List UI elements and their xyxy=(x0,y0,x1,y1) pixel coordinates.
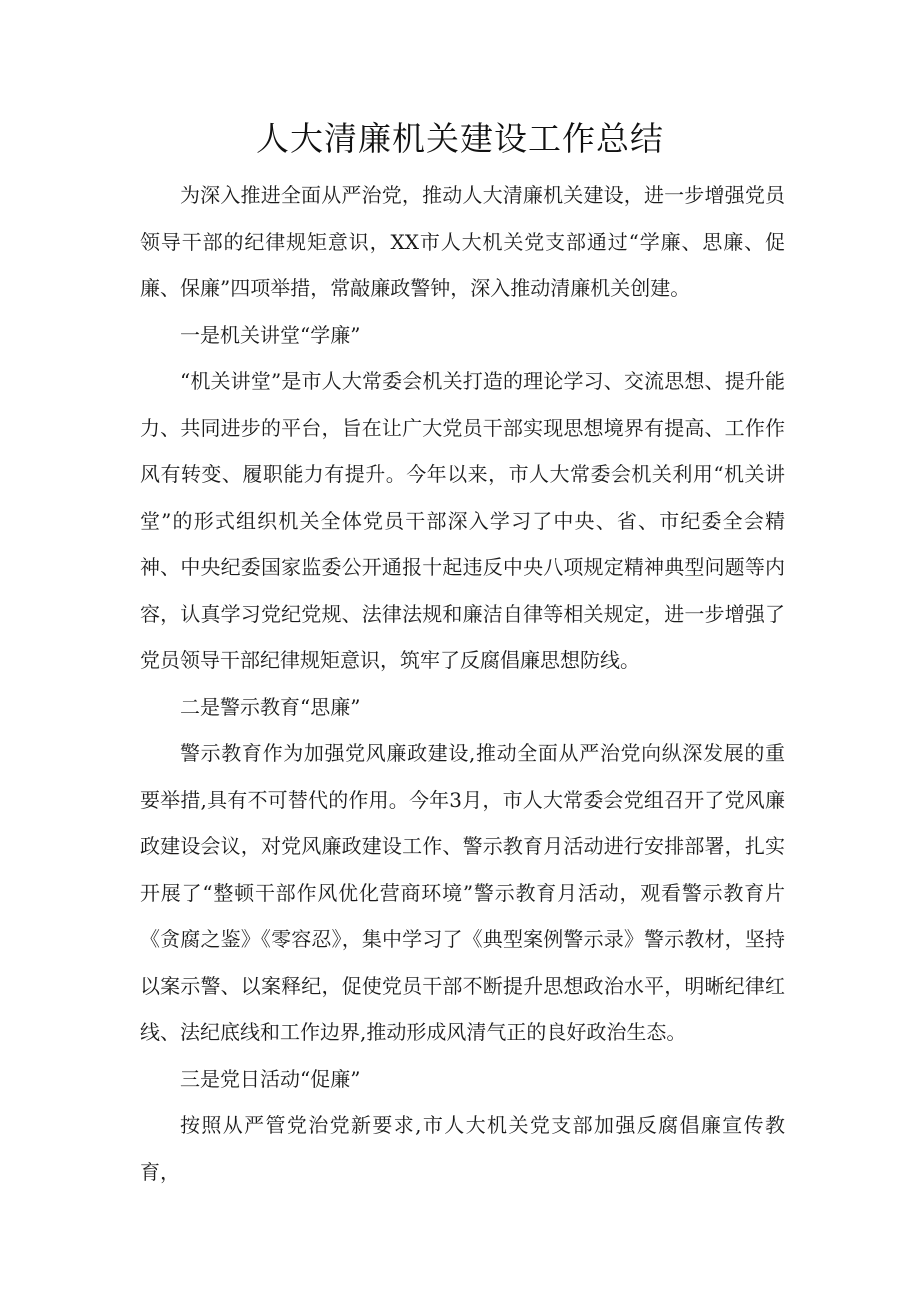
section-heading-3: 三是党日活动“促廉” xyxy=(180,1066,361,1091)
section-body-2: 警示教育作为加强党风廉政建设,推动全面从严治党向纵深发展的重要举措,具有不可替代的作用。今年3月，市人大常委会党组召开了党风廉政建设会议，对党风廉政建设工作、警示教育月活动进行安排部署，扎实开展了“整顿干部作风优化营商环境”警示教育月活动，观看警示教育片《贪腐之鉴》《零容忍》，集中学习了《典型案例警示录》警示教材，坚持以案示警、以案释纪，促使党员干部不断提升思想政治水平，明晰纪律红线、法纪底线和工作边界,推动形成风清气正的良好政治生态。 xyxy=(140,741,785,1044)
section-body-1: “机关讲堂”是市人大常委会机关打造的理论学习、交流思想、提升能力、共同进步的平台，旨在让广大党员干部实现思想境界有提高、工作作风有转变、履职能力有提升。今年以来，市人大常委会机关利用“机关讲堂”的形式组织机关全体党员干部深入学习了中央、省、市纪委全会精神、中央纪委国家监委公开通报十起违反中央八项规定精神典型问题等内容，认真学习党纪党规、法律法规和廉洁自律等相关规定，进一步增强了党员领导干部纪律规矩意识，筑牢了反腐倡廉思想防线。 xyxy=(140,369,785,672)
section-heading-1: 一是机关讲堂“学廉” xyxy=(180,322,361,347)
section-heading-2: 二是警示教育“思廉” xyxy=(180,694,361,719)
document-title: 人大清廉机关建设工作总结 xyxy=(256,119,664,158)
section-body-3: 按照从严管党治党新要求,市人大机关党支部加强反腐倡廉宣传教育， xyxy=(140,1113,785,1184)
intro-paragraph: 为深入推进全面从严治党，推动人大清廉机关建设，进一步增强党员领导干部的纪律规矩意识，XX市人大机关党支部通过“学廉、思廉、促廉、保廉”四项举措，常敲廉政警钟，深入推动清廉机关创建。 xyxy=(140,183,785,300)
document-body xyxy=(140,172,785,1195)
